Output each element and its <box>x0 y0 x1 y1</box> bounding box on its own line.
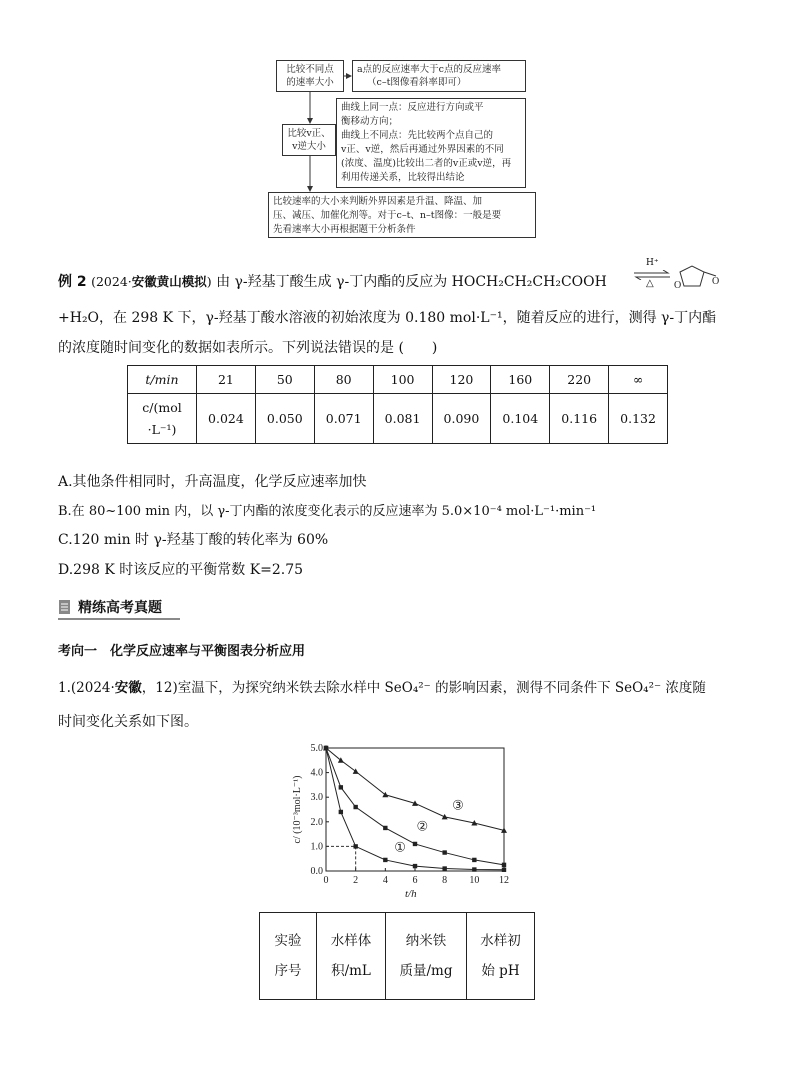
data-point-square <box>339 810 343 814</box>
table-cell: 80 <box>314 366 373 394</box>
table-header-cell <box>128 394 197 444</box>
table-header-cell: t/min <box>128 366 197 394</box>
table-cell: 120 <box>432 366 491 394</box>
section-title: 精练高考真题 <box>78 600 162 616</box>
data-point-square <box>383 826 387 830</box>
example-text: 由 γ-羟基丁酸生成 γ-丁内酯的反应为 HOCH₂CH₂CH₂COOH <box>216 274 607 290</box>
series-label: ③ <box>452 797 464 813</box>
question1-line2: 时间变化关系如下图。 <box>58 714 198 730</box>
series-label: ① <box>394 839 406 855</box>
data-point-square <box>472 867 476 871</box>
experiment-table <box>259 912 535 1000</box>
plot-frame <box>326 748 504 871</box>
y-tick-label: 0.0 <box>310 866 323 877</box>
data-point-square <box>353 844 357 848</box>
flow-box-text: 的速率大小 <box>286 77 334 88</box>
concentration-chart <box>286 740 526 906</box>
option-a: A.其他条件相同时，升高温度，化学反应速率加快 <box>58 474 367 490</box>
flow-box-text: 比较速率的大小来判断外界因素是升温、降温、加 <box>273 196 483 207</box>
flow-arrows <box>0 0 794 260</box>
option-c: C.120 min 时 γ-羟基丁酸的转化率为 60% <box>58 532 329 548</box>
flow-box-text: 比较不同点 <box>286 64 334 75</box>
section-subtitle: 考向一 化学反应速率与平衡图表分析应用 <box>58 644 306 659</box>
data-point-square <box>502 868 506 872</box>
table-cell: 0.104 <box>491 394 550 444</box>
svg-text:O: O <box>712 276 720 287</box>
table-header-cell <box>467 913 535 1000</box>
header-line: 质量/mg <box>399 963 453 979</box>
flow-box-text: v正、v逆，然后再通过外界因素的不同 <box>341 144 504 155</box>
example-label: 例 2 <box>58 274 87 290</box>
heat-symbol: △ <box>646 278 654 289</box>
data-point-triangle <box>442 814 448 820</box>
table-cell: 220 <box>550 366 609 394</box>
section-heading <box>58 596 180 620</box>
table-cell: 0.116 <box>550 394 609 444</box>
data-point-square <box>502 863 506 867</box>
svg-text:O: O <box>674 280 682 290</box>
table-cell: ∞ <box>609 366 668 394</box>
data-point-square <box>413 842 417 846</box>
flow-box-text: （c–t图像看斜率即可） <box>367 77 467 88</box>
header-line: 始 pH <box>481 963 520 979</box>
flow-box-text: v逆大小 <box>292 141 326 152</box>
table-cell: 160 <box>491 366 550 394</box>
flow-box-text: 衡移动方向； <box>341 116 399 127</box>
question-source: 1.(2024· <box>58 680 115 696</box>
y-tick-label: 2.0 <box>310 816 323 828</box>
data-point-square <box>472 858 476 862</box>
series-line <box>326 748 504 830</box>
document-icon <box>58 599 72 615</box>
table-cell: 50 <box>255 366 314 394</box>
flow-box-text: 压、减压、加催化剂等。对于c–t、n–t图像：一般是要 <box>273 210 502 221</box>
series-line <box>326 748 504 870</box>
data-point-square <box>339 785 343 789</box>
header-line: 水样初 <box>480 933 521 949</box>
example2-line2: +H₂O，在 298 K 下，γ-羟基丁酸水溶液的初始浓度为 0.180 mol·L⁻¹，随着反应的进行，测得 γ-丁内酯 <box>58 310 717 326</box>
example2-line3: 的浓度随时间变化的数据如表所示。下列说法错误的是 ( ) <box>58 340 438 356</box>
table-cell: 0.024 <box>197 394 256 444</box>
flow-box-text: (浓度、温度)比较出二者的v正或v逆，再 <box>341 158 512 169</box>
header-line: 水样体 <box>330 933 372 949</box>
option-d: D.298 K 时该反应的平衡常数 K=2.75 <box>58 562 304 578</box>
table-row <box>128 366 668 394</box>
data-point-square <box>383 858 387 862</box>
x-tick-label: 12 <box>499 875 509 886</box>
table-cell: 0.050 <box>255 394 314 444</box>
data-point-square <box>442 850 446 854</box>
y-tick-label: 3.0 <box>310 792 323 804</box>
series-line <box>326 748 504 865</box>
flow-box-text: 利用传递关系，比较得出结论 <box>341 172 465 183</box>
table-row <box>128 394 668 444</box>
example-source-bold: 安徽黄山模拟 <box>131 274 207 289</box>
table-header-cell <box>386 913 467 1000</box>
row-label-line: c/(mol <box>142 399 182 415</box>
data-point-square <box>353 805 357 809</box>
question-source-bold: 安徽 <box>114 680 142 696</box>
lactone-structure-icon <box>672 262 720 290</box>
y-tick-label: 1.0 <box>310 841 323 853</box>
table-cell: 0.132 <box>609 394 668 444</box>
question-text: ，12)室温下，为探究纳米铁去除水样中 SeO₄²⁻ 的影响因素，测得不同条件下 SeO₄²⁻ 浓度随 <box>141 680 706 696</box>
catalyst-label: H⁺ <box>646 258 659 268</box>
question1-line1 <box>58 678 706 698</box>
header-line: 序号 <box>274 963 302 979</box>
table-header-cell <box>260 913 317 1000</box>
x-tick-label: 6 <box>412 875 418 886</box>
example-source: (2024· <box>91 274 132 289</box>
x-tick-label: 10 <box>469 875 480 886</box>
data-point-square <box>442 866 446 870</box>
concentration-table <box>127 365 668 444</box>
flow-box-text: 曲线上不同点：先比较两个点自己的 <box>341 130 494 141</box>
data-point-square <box>413 864 417 868</box>
table-row <box>260 913 535 1000</box>
flow-box-text: 比较v正、 <box>287 128 331 139</box>
equilibrium-arrow <box>632 258 672 290</box>
table-header-cell <box>317 913 386 1000</box>
series-label: ② <box>416 818 429 834</box>
flow-box-text: 曲线上同一点：反应进行方向或平 <box>341 102 484 113</box>
flow-box-text: 先看速率大小再根据题干分析条件 <box>273 224 416 235</box>
table-cell: 100 <box>373 366 432 394</box>
table-cell: 0.071 <box>314 394 373 444</box>
header-line: 实验 <box>274 933 302 949</box>
x-tick-label: 2 <box>353 875 359 886</box>
y-tick-label: 4.0 <box>310 767 323 779</box>
header-line: 纳米铁 <box>405 933 447 949</box>
flow-box-text: a点的反应速率大于c点的反应速率 <box>357 64 501 75</box>
row-label-line: ·L⁻¹) <box>147 421 177 437</box>
example-source-end: ) <box>206 274 212 289</box>
table-cell: 0.090 <box>432 394 491 444</box>
table-cell: 0.081 <box>373 394 432 444</box>
table-cell: 21 <box>197 366 256 394</box>
x-tick-label: 0 <box>323 875 329 886</box>
example2-line1 <box>58 272 607 292</box>
x-tick-label: 4 <box>382 875 388 886</box>
x-axis-label: t/h <box>405 888 417 900</box>
x-tick-label: 8 <box>442 875 448 886</box>
header-line: 积/mL <box>331 963 371 979</box>
option-b: B.在 80~100 min 内，以 γ-丁内酯的浓度变化表示的反应速率为 5.0×10⁻⁴ mol·L⁻¹·min⁻¹ <box>58 504 597 519</box>
y-axis-label: c/ (10⁻³mol·L⁻¹) <box>292 775 303 844</box>
y-tick-label: 5.0 <box>310 743 323 754</box>
